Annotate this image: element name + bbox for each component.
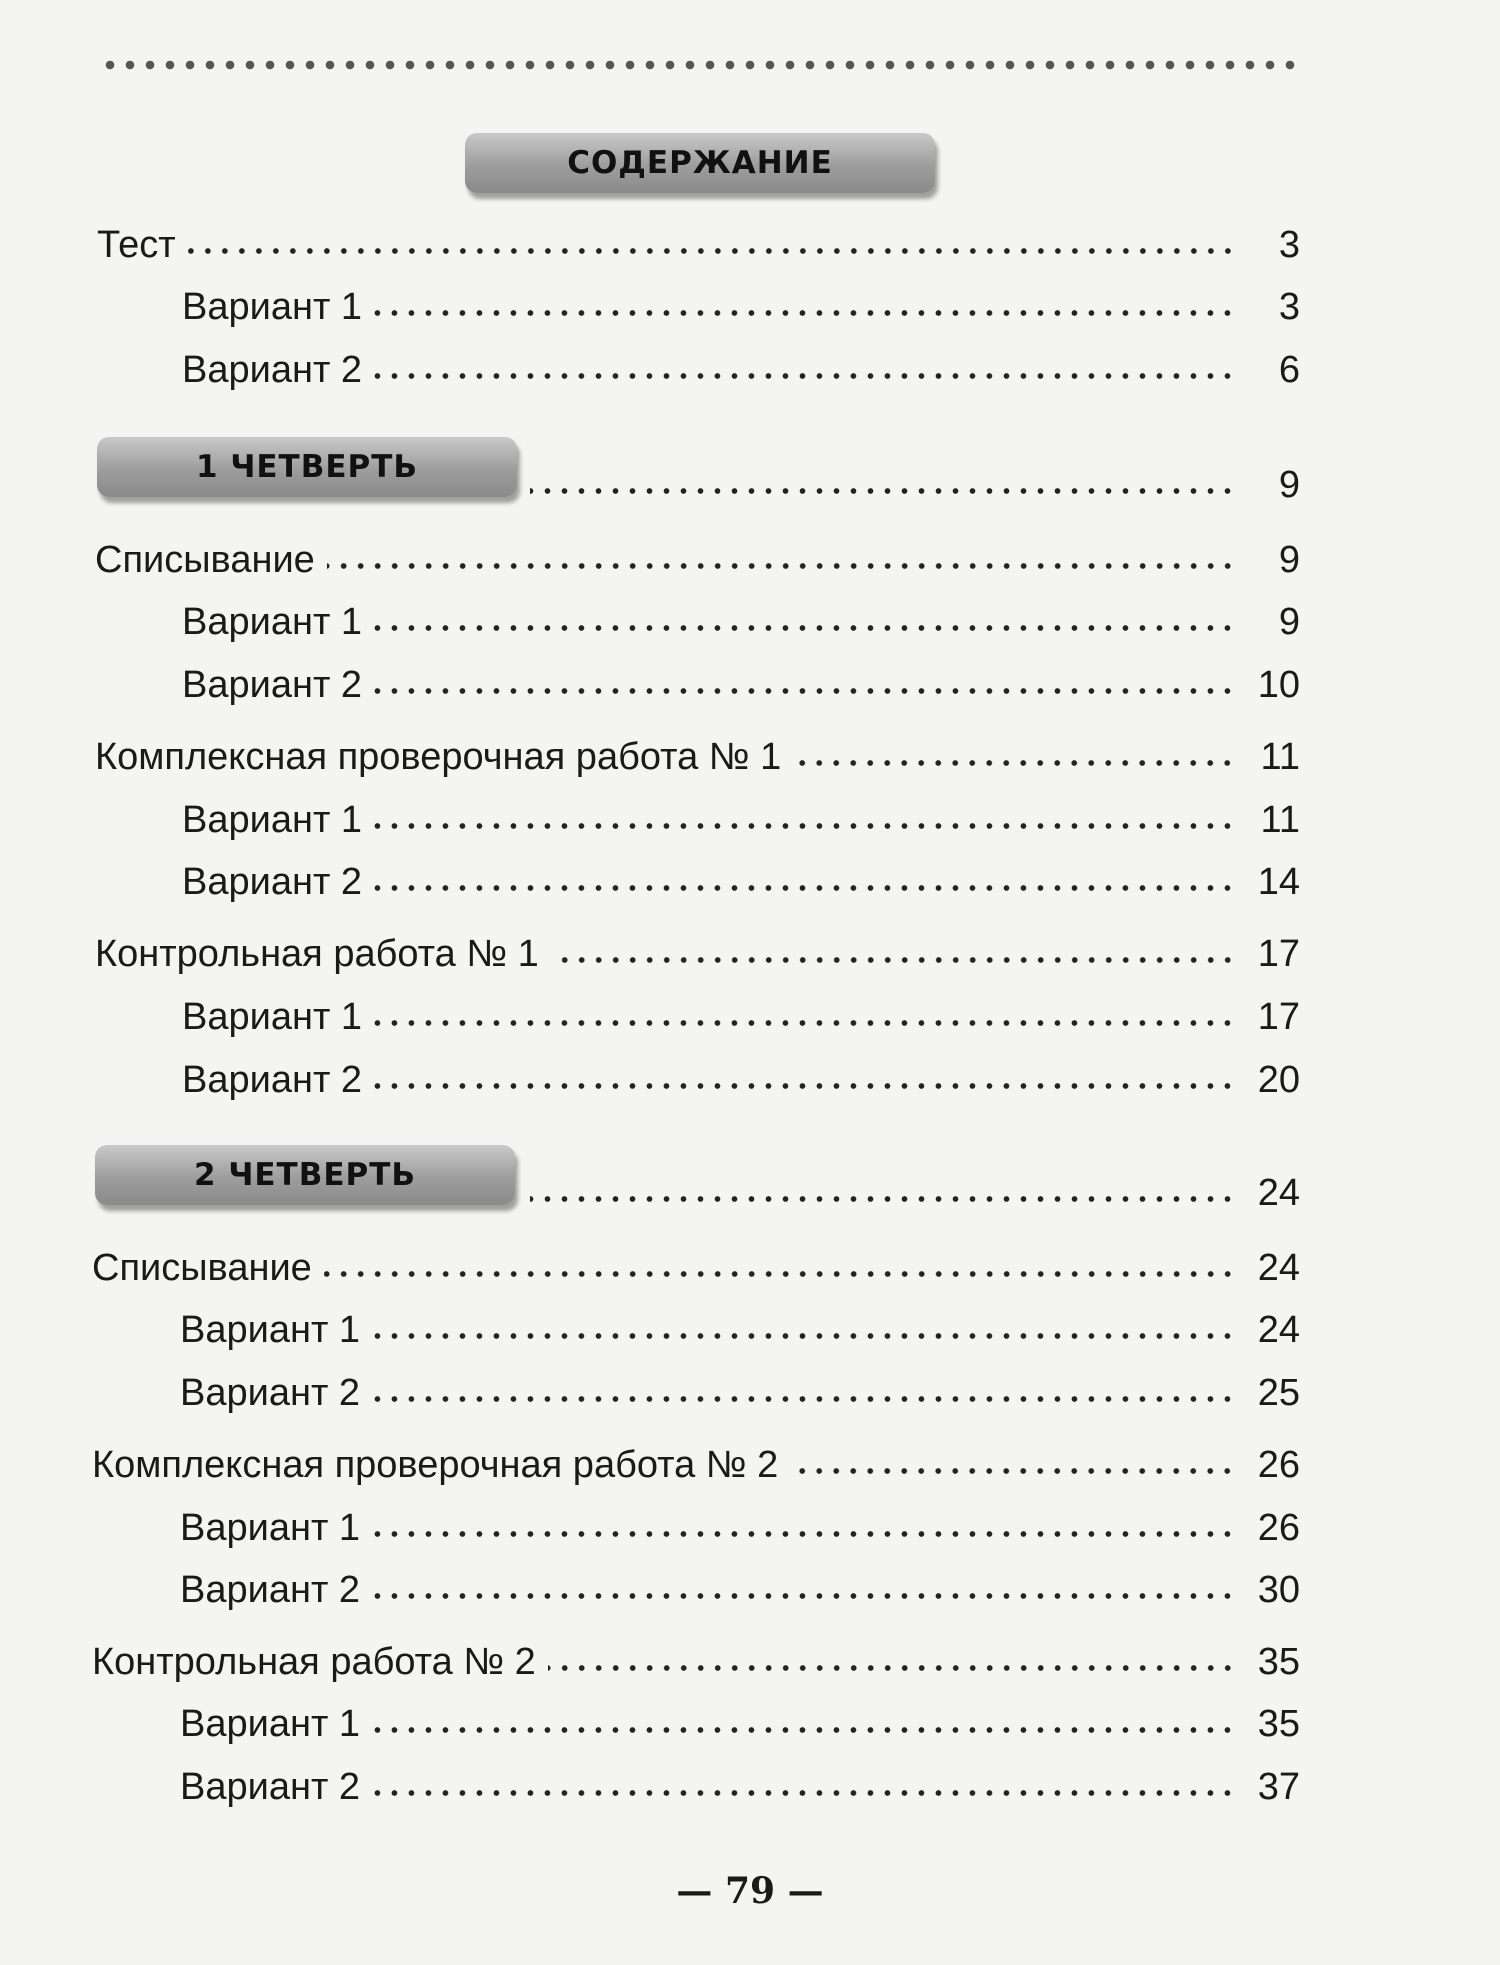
toc-subentry[interactable] [182, 992, 1300, 1042]
toc-entry-page: 17 [1257, 933, 1300, 975]
toc-subentry[interactable] [182, 282, 1300, 332]
dot-leader [374, 306, 1236, 320]
dot-leader [374, 1079, 1236, 1093]
toc-entry-label: Вариант 1 [180, 1309, 361, 1351]
toc-entry-page: 20 [1257, 1059, 1300, 1101]
toc-entry-label: Вариант 1 [182, 286, 363, 328]
toc-entry[interactable] [92, 1440, 1300, 1490]
dot-leader [372, 1392, 1236, 1406]
toc-entry-label: Вариант 2 [182, 1059, 363, 1101]
dot-leader [374, 621, 1236, 635]
toc-subentry[interactable] [182, 660, 1300, 710]
dot-leader [374, 684, 1236, 698]
toc-entry-page: 35 [1257, 1641, 1300, 1683]
toc-entry-page: 3 [1278, 286, 1300, 328]
section-heading: 1 ЧЕТВЕРТЬ [97, 437, 517, 497]
toc-entry-page: 9 [1278, 464, 1300, 506]
toc-entry[interactable] [95, 929, 1300, 979]
decorative-dotted-rule [100, 58, 1300, 72]
toc-entry-page: 35 [1257, 1703, 1300, 1745]
dot-leader [530, 1192, 1236, 1206]
toc-entry-label: Комплексная проверочная работа № 2 [92, 1444, 779, 1486]
toc-entry-label: Вариант 2 [182, 349, 363, 391]
toc-entry-page: 9 [1278, 539, 1300, 581]
toc-entry[interactable] [95, 732, 1300, 782]
toc-entry-page: 9 [1278, 601, 1300, 643]
toc-entry-label: Тест [97, 224, 176, 266]
toc-entry-page: 11 [1260, 799, 1300, 841]
dot-leader [324, 1267, 1236, 1281]
dot-leader [372, 1329, 1236, 1343]
toc-entry-label: Списывание [95, 539, 315, 581]
toc-entry-label: Комплексная проверочная работа № 1 [95, 736, 782, 778]
dot-leader [374, 369, 1236, 383]
toc-entry-label: Вариант 2 [180, 1372, 361, 1414]
dot-leader [374, 881, 1236, 895]
toc-subentry[interactable] [180, 1305, 1300, 1355]
toc-entry-page: 6 [1278, 349, 1300, 391]
toc-entry-label: Вариант 1 [180, 1703, 361, 1745]
page-title: СОДЕРЖАНИЕ [465, 133, 935, 193]
toc-subentry[interactable] [180, 1565, 1300, 1615]
dot-leader [372, 1723, 1236, 1737]
toc-entry-page: 26 [1257, 1507, 1300, 1549]
toc-entry-label: Вариант 2 [180, 1766, 361, 1808]
toc-section-entry[interactable] [530, 460, 1300, 510]
toc-entry[interactable] [95, 535, 1300, 585]
toc-entry-page: 24 [1257, 1172, 1300, 1214]
toc-subentry[interactable] [182, 795, 1300, 845]
toc-entry-page: 11 [1260, 736, 1300, 778]
dot-leader [374, 819, 1236, 833]
toc-entry-page: 37 [1257, 1766, 1300, 1808]
page-number: — 79 — [676, 1870, 824, 1912]
dot-leader [372, 1527, 1236, 1541]
toc-section-entry[interactable] [530, 1168, 1300, 1218]
toc-entry-page: 30 [1257, 1569, 1300, 1611]
dot-leader [372, 1589, 1236, 1603]
toc-entry-page: 3 [1278, 224, 1300, 266]
toc-entry-page: 24 [1257, 1247, 1300, 1289]
toc-entry[interactable] [97, 220, 1300, 270]
toc-subentry[interactable] [180, 1368, 1300, 1418]
toc-entry[interactable] [92, 1243, 1300, 1293]
toc-entry-label: Вариант 1 [180, 1507, 361, 1549]
toc-entry-page: 10 [1257, 664, 1300, 706]
dot-leader [793, 756, 1236, 770]
toc-entry-label: Вариант 1 [182, 601, 363, 643]
toc-entry-page: 24 [1257, 1309, 1300, 1351]
toc-entry[interactable] [92, 1637, 1300, 1687]
toc-entry-page: 14 [1257, 861, 1300, 903]
section-heading: 2 ЧЕТВЕРТЬ [95, 1145, 515, 1205]
toc-subentry[interactable] [182, 345, 1300, 395]
dot-leader [790, 1464, 1236, 1478]
dot-leader [372, 1786, 1236, 1800]
toc-entry-page: 17 [1257, 996, 1300, 1038]
toc-entry-label: Вариант 2 [182, 664, 363, 706]
dot-leader [327, 559, 1236, 573]
dot-leader [530, 484, 1236, 498]
toc-subentry[interactable] [180, 1503, 1300, 1553]
dot-leader [374, 1016, 1236, 1030]
toc-subentry[interactable] [182, 1055, 1300, 1105]
dot-leader [548, 1661, 1236, 1675]
toc-entry-page: 25 [1257, 1372, 1300, 1414]
toc-entry-page: 26 [1257, 1444, 1300, 1486]
toc-subentry[interactable] [180, 1762, 1300, 1812]
toc-entry-label: Вариант 1 [182, 996, 363, 1038]
toc-subentry[interactable] [182, 597, 1300, 647]
toc-entry-label: Вариант 2 [180, 1569, 361, 1611]
toc-entry-label: Списывание [92, 1247, 312, 1289]
dot-leader [188, 244, 1236, 258]
toc-entry-label: Вариант 1 [182, 799, 363, 841]
toc-entry-label: Контрольная работа № 2 [92, 1641, 536, 1683]
dot-leader [551, 953, 1236, 967]
toc-entry-label: Контрольная работа № 1 [95, 933, 539, 975]
toc-subentry[interactable] [180, 1699, 1300, 1749]
toc-subentry[interactable] [182, 857, 1300, 907]
toc-entry-label: Вариант 2 [182, 861, 363, 903]
